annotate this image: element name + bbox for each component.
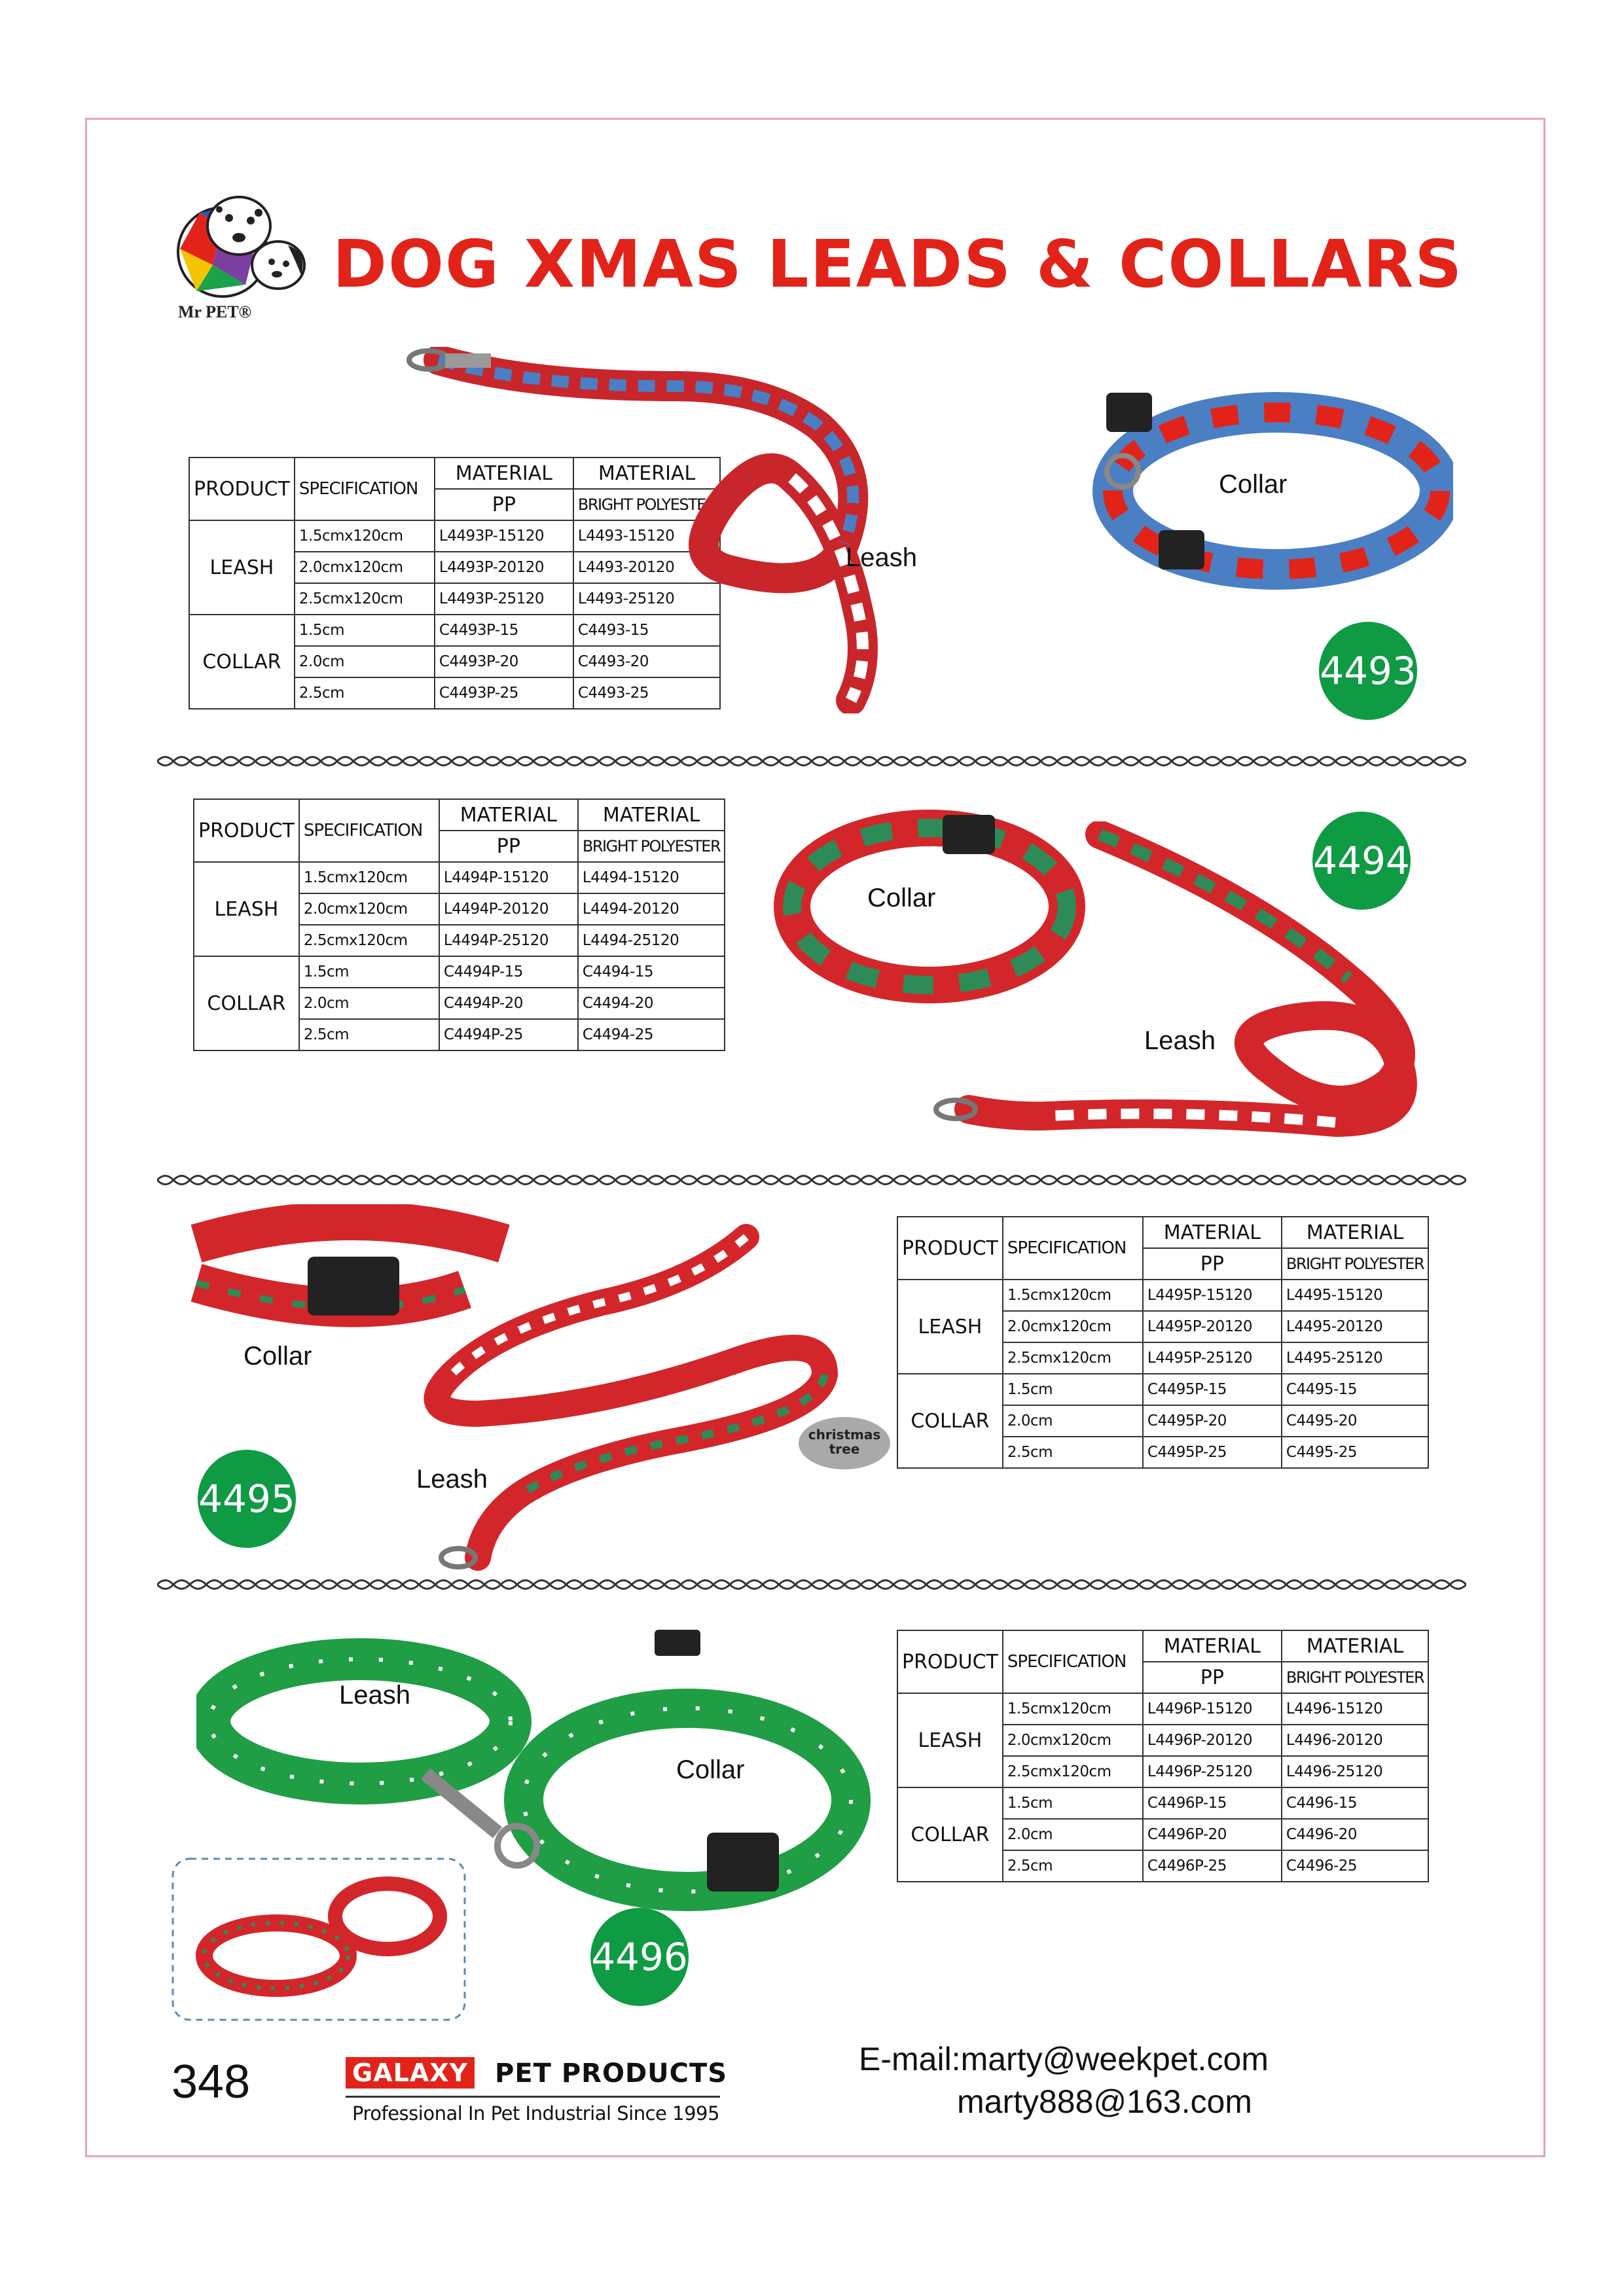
cell-poly: L4493-15120 [573,520,720,552]
spec-table-4495 [897,1216,1429,1469]
spec-table-4494 [193,798,725,1051]
header-material-1: MATERIAL [1143,1630,1282,1662]
cell-poly: C4496-15 [1282,1787,1428,1819]
header-product: PRODUCT [194,799,299,862]
cell-pp: L4493P-15120 [435,520,573,552]
cell-pp: L4494P-25120 [439,925,578,956]
cell-spec: 2.0cmx120cm [295,552,435,583]
wave-divider [157,1172,1466,1189]
header-bright-polyester: BRIGHT POLYESTER [573,489,720,520]
cell-pp: L4496P-25120 [1143,1756,1282,1787]
leash-4495-image [406,1217,857,1571]
header-specification: SPECIFICATION [299,799,439,862]
label-collar-4495: Collar [244,1342,312,1371]
company-tagline: Professional In Pet Industrial Since 1995 [352,2102,719,2125]
header-bright-polyester: BRIGHT POLYESTER [1282,1248,1428,1280]
cell-poly: C4496-20 [1282,1819,1428,1850]
header-product: PRODUCT [897,1630,1003,1693]
cell-poly: L4496-15120 [1282,1693,1428,1725]
cell-pp: C4493P-25 [435,677,573,709]
cell-spec: 1.5cmx120cm [295,520,435,552]
cell-poly: C4495-15 [1282,1374,1428,1405]
mr-pet-logo-icon [160,187,317,304]
cell-pp: C4493P-20 [435,646,573,677]
cell-spec: 2.0cmx120cm [1003,1311,1143,1342]
cell-spec: 1.5cmx120cm [1003,1693,1143,1725]
cell-pp: L4496P-15120 [1143,1693,1282,1725]
cell-pp: C4496P-15 [1143,1787,1282,1819]
header-pp: PP [1143,1248,1282,1280]
cell-poly: L4495-15120 [1282,1280,1428,1311]
header-specification: SPECIFICATION [295,457,435,520]
cell-pp: C4493P-15 [435,615,573,646]
cell-poly: L4495-25120 [1282,1342,1428,1374]
header-material-2: MATERIAL [1282,1217,1428,1248]
cell-poly: C4494-15 [578,956,725,988]
email-line-2[interactable]: marty888@163.com [957,2083,1252,2120]
company-name: PET PRODUCTS [495,2058,728,2089]
cell-spec: 2.5cmx120cm [299,925,439,956]
cell-pp: L4495P-20120 [1143,1311,1282,1342]
page-number: 348 [171,2056,251,2108]
group-collar: COLLAR [897,1787,1003,1882]
label-collar-4494: Collar [867,884,936,912]
cell-pp: L4493P-25120 [435,583,573,615]
cell-poly: C4495-25 [1282,1437,1428,1468]
group-leash: LEASH [194,862,299,956]
cell-spec: 2.5cm [1003,1437,1143,1468]
cell-pp: L4495P-25120 [1143,1342,1282,1374]
cell-spec: 2.5cm [299,1019,439,1050]
cell-poly: L4496-25120 [1282,1756,1428,1787]
company-highlight: GALAXY [346,2057,475,2089]
leash-4493-image [399,347,1119,713]
cell-spec: 2.0cm [299,988,439,1019]
label-collar-4496: Collar [676,1755,745,1784]
cell-spec: 1.5cm [1003,1374,1143,1405]
cell-spec: 2.5cmx120cm [295,583,435,615]
inset-red-variant-image [171,1857,466,2021]
cell-poly: L4496-20120 [1282,1725,1428,1756]
header-product: PRODUCT [189,457,295,520]
cell-pp: L4494P-20120 [439,893,578,925]
header-material-1: MATERIAL [1143,1217,1282,1248]
cell-poly: C4494-20 [578,988,725,1019]
cell-spec: 1.5cm [295,615,435,646]
group-collar: COLLAR [189,615,295,709]
cell-spec: 2.0cm [1003,1405,1143,1437]
group-leash: LEASH [897,1693,1003,1787]
cell-poly: C4493-15 [573,615,720,646]
spec-table-4496 [897,1630,1429,1882]
cell-poly: C4493-20 [573,646,720,677]
badge-4494: 4494 [1312,812,1411,910]
cell-poly: L4494-15120 [578,862,725,893]
label-leash-4494: Leash [1144,1026,1216,1055]
cell-pp: L4493P-20120 [435,552,573,583]
cell-pp: L4494P-15120 [439,862,578,893]
header-pp: PP [435,489,573,520]
cell-pp: L4496P-20120 [1143,1725,1282,1756]
cell-poly: C4493-25 [573,677,720,709]
page-title: DOG XMAS LEADS & COLLARS [333,226,1464,302]
group-leash: LEASH [897,1280,1003,1374]
footer-divider [346,2096,720,2098]
cell-spec: 2.0cmx120cm [1003,1725,1143,1756]
cell-pp: C4494P-25 [439,1019,578,1050]
cell-spec: 2.5cm [1003,1850,1143,1882]
cell-poly: L4495-20120 [1282,1311,1428,1342]
cell-pp: C4496P-25 [1143,1850,1282,1882]
header-specification: SPECIFICATION [1003,1630,1143,1693]
label-leash-4495: Leash [416,1465,488,1494]
label-leash-4493: Leash [846,543,917,572]
label-collar-4493: Collar [1219,470,1288,499]
header-product: PRODUCT [897,1217,1003,1280]
tag-christmas-tree: christmas tree [799,1417,890,1469]
cell-spec: 1.5cmx120cm [1003,1280,1143,1311]
cell-spec: 2.0cmx120cm [299,893,439,925]
header-bright-polyester: BRIGHT POLYESTER [578,831,725,862]
header-material-2: MATERIAL [578,799,725,831]
cell-spec: 2.5cmx120cm [1003,1342,1143,1374]
cell-poly: L4493-25120 [573,583,720,615]
cell-pp: C4494P-20 [439,988,578,1019]
cell-poly: C4494-25 [578,1019,725,1050]
header-material-2: MATERIAL [573,457,720,489]
cell-pp: C4496P-20 [1143,1819,1282,1850]
cell-poly: L4494-20120 [578,893,725,925]
badge-4495: 4495 [198,1450,296,1548]
header-bright-polyester: BRIGHT POLYESTER [1282,1662,1428,1693]
label-leash-4496: Leash [339,1681,410,1710]
cell-poly: C4495-20 [1282,1405,1428,1437]
cell-poly: L4494-25120 [578,925,725,956]
badge-4493: 4493 [1319,622,1417,720]
group-leash: LEASH [189,520,295,615]
header-material-2: MATERIAL [1282,1630,1428,1662]
group-collar: COLLAR [897,1374,1003,1468]
group-collar: COLLAR [194,956,299,1050]
header-specification: SPECIFICATION [1003,1217,1143,1280]
cell-spec: 2.0cm [1003,1819,1143,1850]
cell-pp: C4495P-15 [1143,1374,1282,1405]
header-pp: PP [1143,1662,1282,1693]
cell-spec: 2.5cmx120cm [1003,1756,1143,1787]
email-line-1[interactable]: E-mail:marty@weekpet.com [859,2041,1269,2077]
cell-poly: C4496-25 [1282,1850,1428,1882]
cell-spec: 2.5cm [295,677,435,709]
cell-pp: C4494P-15 [439,956,578,988]
wave-divider [157,753,1466,770]
header-material-1: MATERIAL [439,799,578,831]
cell-spec: 1.5cm [1003,1787,1143,1819]
wave-divider [157,1576,1466,1593]
cell-spec: 1.5cmx120cm [299,862,439,893]
cell-pp: L4495P-15120 [1143,1280,1282,1311]
cell-spec: 2.0cm [295,646,435,677]
brand-logo-text: Mr PET® [178,302,252,321]
cell-spec: 1.5cm [299,956,439,988]
header-pp: PP [439,831,578,862]
cell-poly: L4493-20120 [573,552,720,583]
badge-4496: 4496 [590,1908,689,2006]
cell-pp: C4495P-20 [1143,1405,1282,1437]
cell-pp: C4495P-25 [1143,1437,1282,1468]
header-material-1: MATERIAL [435,457,573,489]
